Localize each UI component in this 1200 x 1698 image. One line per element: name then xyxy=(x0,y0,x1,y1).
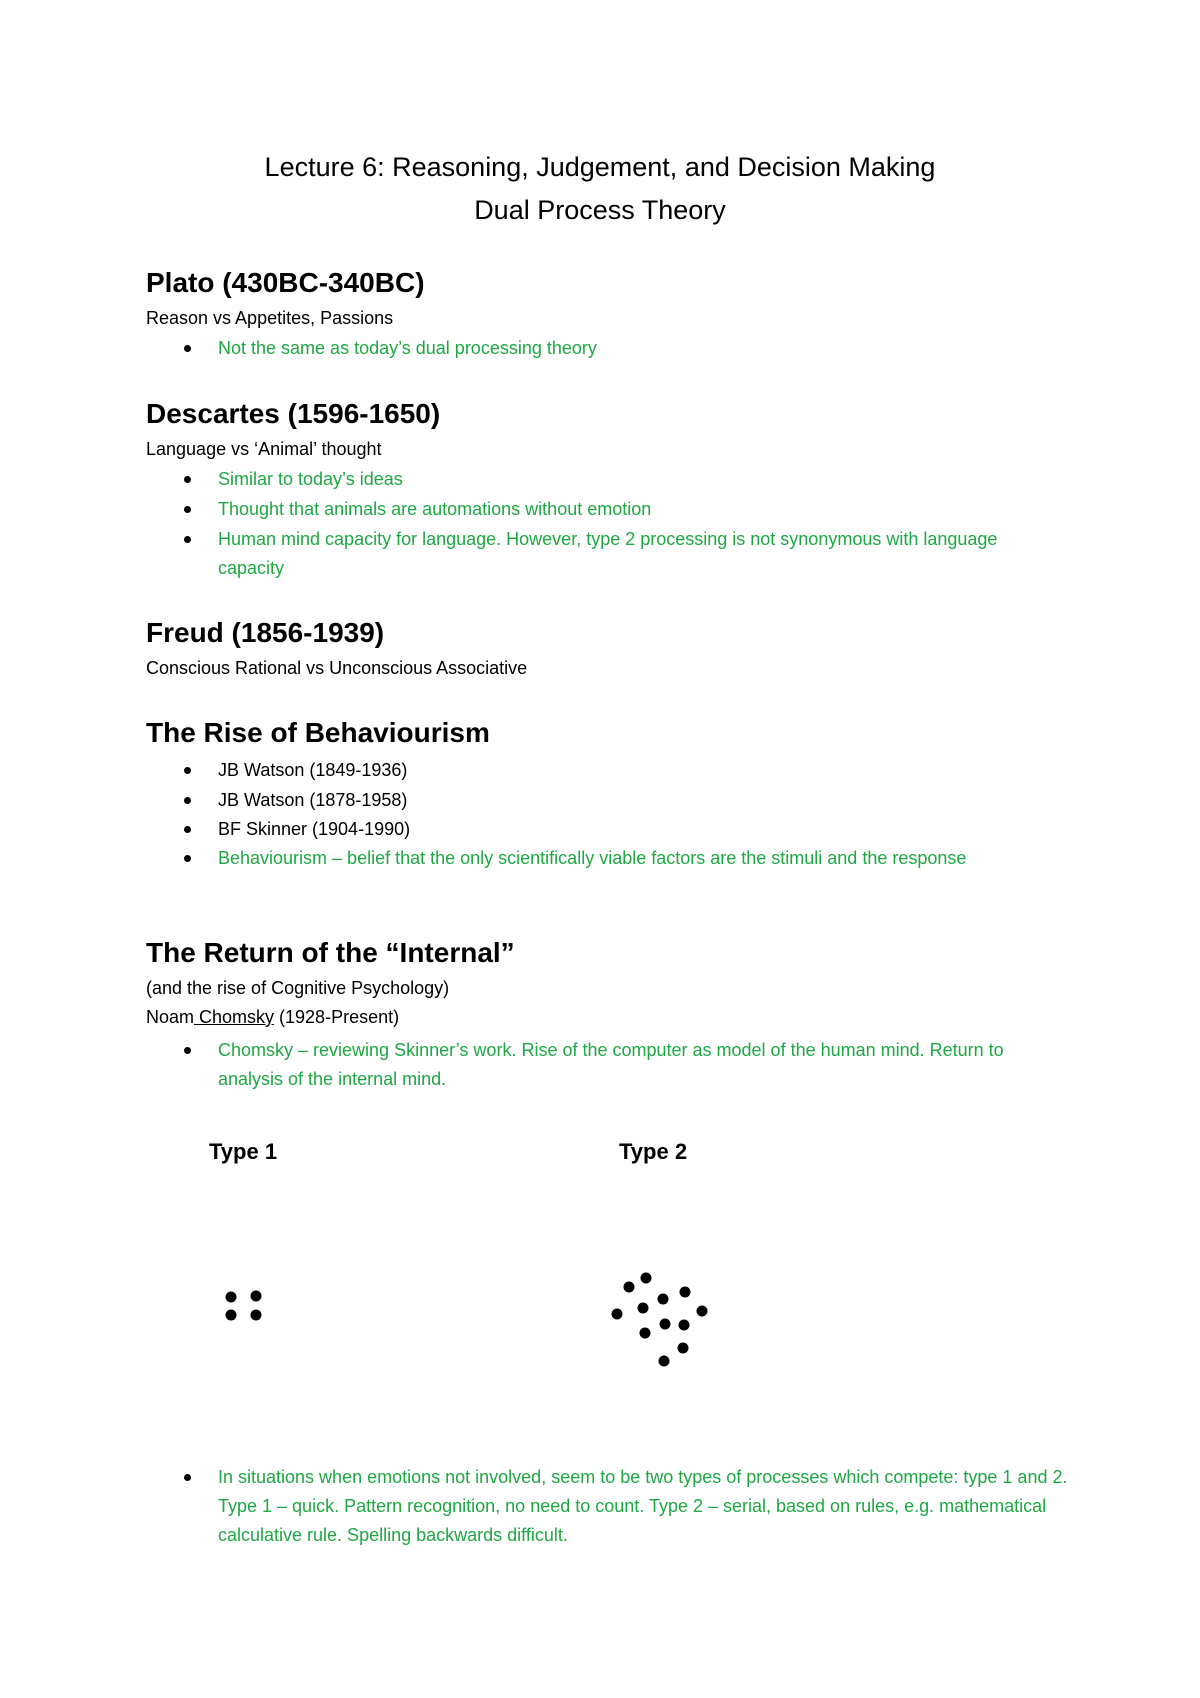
behaviourism-bullet-2: JB Watson (1878-1958) xyxy=(218,790,408,810)
type2-dot xyxy=(697,1306,708,1317)
type2-dot xyxy=(640,1328,651,1339)
type2-dot xyxy=(679,1320,690,1331)
type2-dot xyxy=(624,1282,635,1293)
chomsky-dates: (1928-Present) xyxy=(274,1007,400,1027)
type1-dot xyxy=(226,1292,237,1303)
type2-dot xyxy=(659,1356,670,1367)
internal-bullet-1: Chomsky – reviewing Skinner’s work. Rise of the computer as model of the human mind. Return to analysis of the internal mind. xyxy=(218,1040,1004,1089)
behaviourism-bullet-3: BF Skinner (1904-1990) xyxy=(218,819,411,839)
final-bullet: In situations when emotions not involved, seem to be two types of processes which compete: type 1 and 2. Type 1 – quick. Pattern recognition, no need to count. Type 2 – serial, based on rules, e.g. mathematical calculative rule. Spelling backwards difficult. xyxy=(218,1467,1068,1545)
descartes-bullet-2: Thought that animals are automations without emotion xyxy=(218,499,652,519)
type2-dot xyxy=(678,1343,689,1354)
type2-dot xyxy=(638,1303,649,1314)
type1-dot xyxy=(251,1291,262,1302)
descartes-subtitle: Language vs ‘Animal’ thought xyxy=(146,439,382,459)
type1-dot xyxy=(226,1310,237,1321)
descartes-heading: Descartes (1596-1650) xyxy=(146,398,441,429)
behaviourism-heading: The Rise of Behaviourism xyxy=(146,717,490,748)
lecture-subtitle: Dual Process Theory xyxy=(474,195,726,225)
internal-heading: The Return of the “Internal” xyxy=(146,937,515,968)
plato-bullet-1: Not the same as today’s dual processing theory xyxy=(218,338,597,358)
internal-subtitle: (and the rise of Cognitive Psychology) xyxy=(146,978,450,998)
plato-subtitle: Reason vs Appetites, Passions xyxy=(146,308,394,328)
type2-label: Type 2 xyxy=(619,1139,688,1164)
type2-dot xyxy=(680,1287,691,1298)
type1-label: Type 1 xyxy=(209,1139,278,1164)
freud-heading: Freud (1856-1939) xyxy=(146,617,385,648)
type2-dot xyxy=(658,1294,669,1305)
descartes-bullet-1: Similar to today’s ideas xyxy=(218,469,403,489)
lecture-title: Lecture 6: Reasoning, Judgement, and Decision Making xyxy=(264,152,936,182)
behaviourism-bullet-1: JB Watson (1849-1936) xyxy=(218,760,408,780)
type2-dot xyxy=(660,1319,671,1330)
type1-dot xyxy=(251,1310,262,1321)
freud-subtitle: Conscious Rational vs Unconscious Associative xyxy=(146,658,528,678)
chomsky-name: Chomsky xyxy=(194,1007,275,1027)
chomsky-prefix: Noam xyxy=(146,1007,195,1027)
type2-dot xyxy=(641,1273,652,1284)
behaviourism-bullet-4: Behaviourism – belief that the only scientifically viable factors are the stimuli and the response xyxy=(218,848,967,868)
type2-dot xyxy=(612,1309,623,1320)
bullet-icon xyxy=(184,1474,191,1481)
plato-heading: Plato (430BC-340BC) xyxy=(146,267,425,298)
descartes-bullet-3: Human mind capacity for language. However, type 2 processing is not synonymous with language capacity xyxy=(218,529,998,578)
